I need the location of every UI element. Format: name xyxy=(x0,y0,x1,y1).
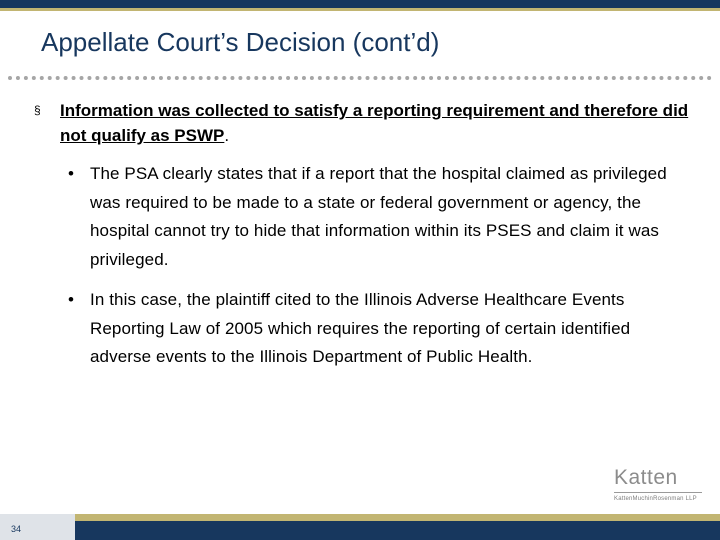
slide-title: Appellate Court’s Decision (cont’d) xyxy=(41,27,440,57)
top-gold-bar xyxy=(0,8,720,11)
page-number: 34 xyxy=(11,524,22,534)
dot-bullet-icon: • xyxy=(68,290,75,309)
sub-bullet-1 xyxy=(68,160,678,280)
sub-bullet-2 xyxy=(68,286,678,406)
sub-bullet-1-text: The PSA clearly states that if a report that the hospital claimed as privileged was required to be made to a state or federal government or agency, the hospital cannot try to hide that information within its PSES and claim it was privileged. xyxy=(90,164,667,269)
sub-bullet-2-text: In this case, the plaintiff cited to the Illinois Adverse Healthcare Events Reporting Law of 2005 which requires the reporting of certain identified adverse events to the Illinois Department of Public Health. xyxy=(90,290,631,366)
bottom-navy-bar xyxy=(75,521,720,540)
top-navy-bar xyxy=(0,0,720,8)
logo-subtext: KattenMuchinRosenman LLP xyxy=(614,496,697,502)
logo-rule xyxy=(614,492,702,493)
title-divider xyxy=(8,76,712,80)
logo-wordmark: Katten xyxy=(614,466,678,489)
katten-logo xyxy=(614,467,706,507)
square-bullet-icon: § xyxy=(34,103,41,117)
main-bullet-period: . xyxy=(224,126,230,145)
main-bullet-underlined: Information was collected to satisfy a reporting requirement and therefore did not qualify as PSWP xyxy=(60,101,689,145)
dot-bullet-icon: • xyxy=(68,164,75,183)
main-bullet-text xyxy=(60,98,690,148)
bottom-gold-bar xyxy=(75,514,720,521)
